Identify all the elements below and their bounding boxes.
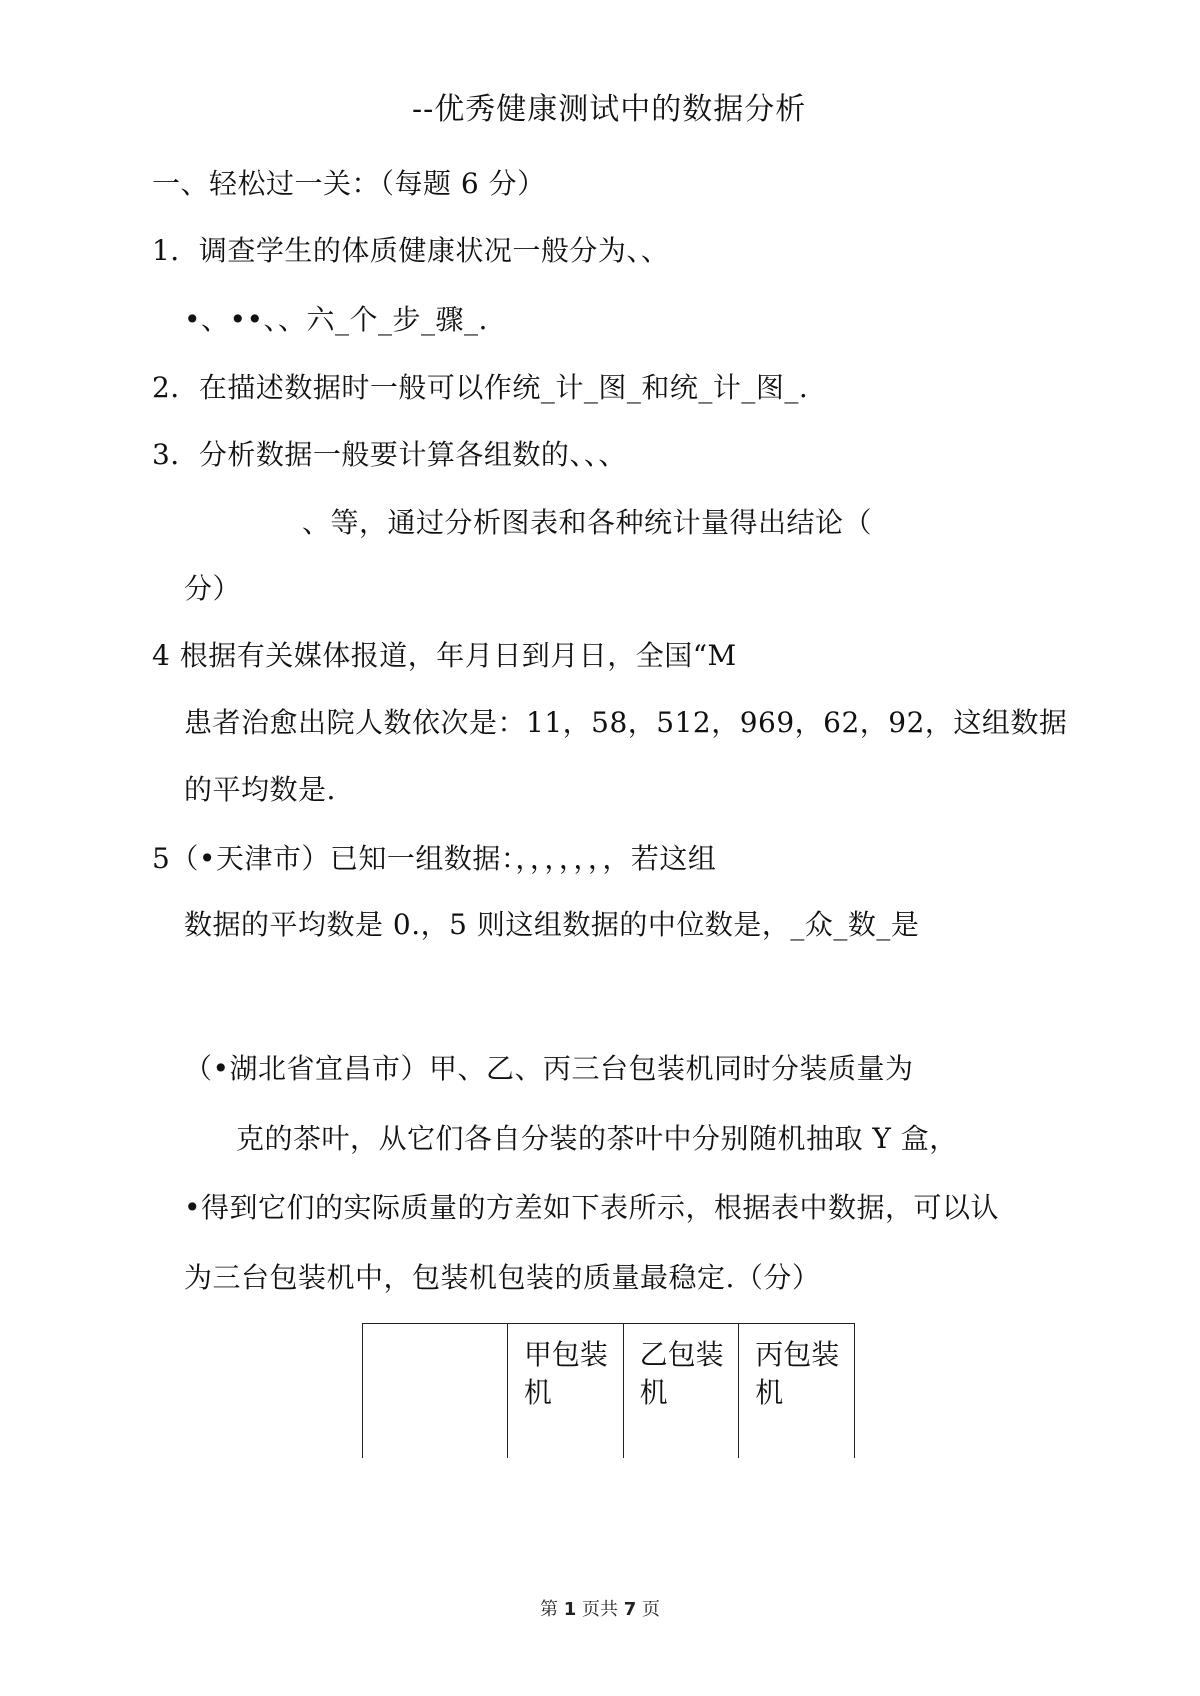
- question-1-line-2: •、••、、六_个_步_骤_.: [184, 303, 488, 336]
- question-3-line-1: 3．分析数据一般要计算各组数的、、、: [152, 438, 627, 471]
- question-5-line-1: 5（•天津市）已知一组数据：，，，，，，，若这组: [152, 842, 717, 875]
- variance-table-container: [362, 1323, 855, 1458]
- question-5-line-2: 数据的平均数是 0.，5 则这组数据的中位数是，_众_数_是: [184, 908, 920, 941]
- footer-page-number: 1: [563, 1599, 577, 1620]
- variance-table: [362, 1323, 855, 1458]
- table-header-jia: 甲包装机: [507, 1324, 623, 1459]
- footer-middle: 页共: [582, 1599, 618, 1620]
- table-header-bing: 丙包装机: [739, 1324, 855, 1459]
- footer-prefix: 第: [540, 1599, 558, 1620]
- table-header-empty: [363, 1324, 508, 1459]
- document-title: --优秀健康测试中的数据分析: [412, 92, 807, 127]
- question-4-line-3: 的平均数是.: [184, 773, 336, 806]
- question-6-line-2: 克的茶叶，从它们各自分装的茶叶中分别随机抽取 Y 盒，: [236, 1122, 958, 1155]
- question-3-line-3: 分）: [184, 572, 242, 605]
- footer-suffix: 页: [642, 1599, 660, 1620]
- question-1-line-1: 1．调查学生的体质健康状况一般分为、、: [152, 234, 670, 267]
- question-3-line-2: 、等，通过分析图表和各种统计量得出结论（: [302, 506, 873, 539]
- section-heading: 一、轻松过一关：（每题 6 分）: [152, 167, 546, 200]
- page-footer: [0, 1598, 1200, 1622]
- question-6-line-3: •得到它们的实际质量的方差如下表所示，根据表中数据，可以认: [184, 1191, 1000, 1224]
- question-4-line-2: 患者治愈出院人数依次是：11，58，512，969，62，92，这组数据: [184, 706, 1068, 739]
- question-6-line-1: （•湖北省宜昌市）甲、乙、丙三台包装机同时分装质量为: [184, 1052, 914, 1085]
- table-header-row: [363, 1324, 855, 1459]
- table-header-yi: 乙包装机: [623, 1324, 739, 1459]
- question-2-line-1: 2．在描述数据时一般可以作统_计_图_和统_计_图_.: [152, 371, 809, 404]
- question-4-line-1: 4 根据有关媒体报道，年月日到月日，全国“M: [152, 639, 737, 672]
- footer-total-pages: 7: [623, 1599, 637, 1620]
- question-6-line-4: 为三台包装机中，包装机包装的质量最稳定.（分）: [184, 1261, 821, 1294]
